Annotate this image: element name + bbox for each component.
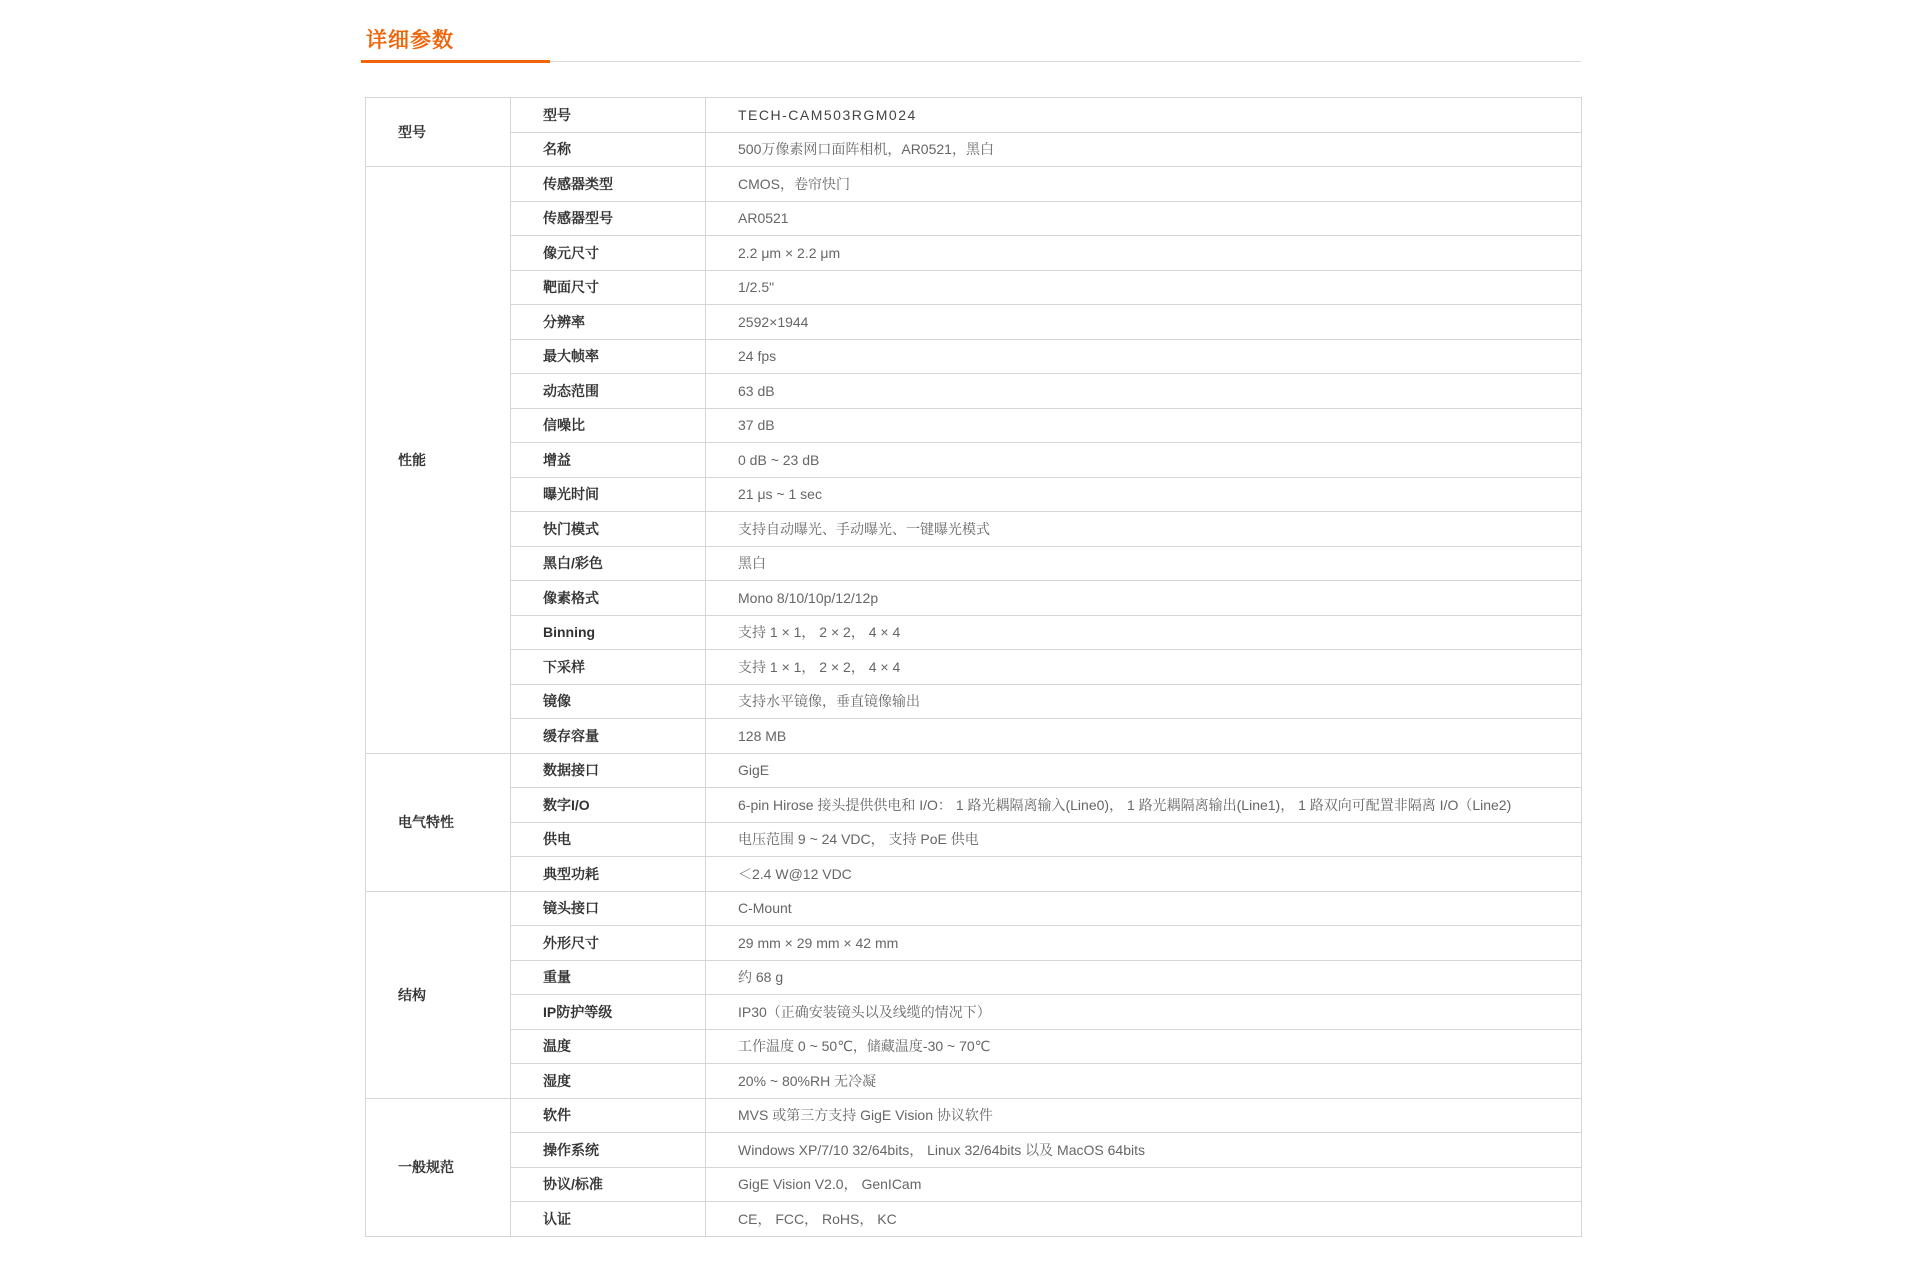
spec-param-label: 像元尺寸 <box>511 236 706 271</box>
spec-param-value: CE， FCC， RoHS， KC <box>706 1202 1582 1237</box>
spec-param-value: 电压范围 9 ~ 24 VDC， 支持 PoE 供电 <box>706 822 1582 857</box>
spec-param-value: TECH-CAM503RGM024 <box>706 98 1582 133</box>
spec-param-value: MVS 或第三方支持 GigE Vision 协议软件 <box>706 1098 1582 1133</box>
spec-param-label: Binning <box>511 615 706 650</box>
title-accent-underline <box>361 60 550 63</box>
spec-param-value: 500万像素网口面阵相机，AR0521，黑白 <box>706 132 1582 167</box>
spec-table <box>365 97 1582 1237</box>
spec-row <box>366 650 1582 685</box>
spec-param-label: 缓存容量 <box>511 719 706 754</box>
spec-param-value: 支持 1 × 1， 2 × 2， 4 × 4 <box>706 650 1582 685</box>
spec-param-value: 37 dB <box>706 408 1582 443</box>
spec-group-label: 结构 <box>366 891 511 1098</box>
spec-group-label: 性能 <box>366 167 511 754</box>
spec-row <box>366 512 1582 547</box>
spec-param-value: 0 dB ~ 23 dB <box>706 443 1582 478</box>
spec-param-value: 21 μs ~ 1 sec <box>706 477 1582 512</box>
spec-param-value: 6-pin Hirose 接头提供供电和 I/O： 1 路光耦隔离输入(Line0)， 1 路光耦隔离输出(Line1)， 1 路双向可配置非隔离 I/O（Line2) <box>706 788 1582 823</box>
spec-param-value: GigE <box>706 753 1582 788</box>
spec-param-value: 约 68 g <box>706 960 1582 995</box>
spec-param-label: 传感器类型 <box>511 167 706 202</box>
spec-group-label: 一般规范 <box>366 1098 511 1236</box>
spec-row <box>366 684 1582 719</box>
spec-param-label: 温度 <box>511 1029 706 1064</box>
spec-row <box>366 1167 1582 1202</box>
spec-row <box>366 581 1582 616</box>
spec-param-label: 增益 <box>511 443 706 478</box>
spec-param-value: CMOS，卷帘快门 <box>706 167 1582 202</box>
spec-row <box>366 167 1582 202</box>
spec-row <box>366 132 1582 167</box>
spec-row <box>366 1064 1582 1099</box>
spec-param-label: 分辨率 <box>511 305 706 340</box>
spec-param-value: AR0521 <box>706 201 1582 236</box>
spec-param-label: 数字I/O <box>511 788 706 823</box>
spec-param-label: 操作系统 <box>511 1133 706 1168</box>
spec-row <box>366 753 1582 788</box>
spec-param-label: 镜像 <box>511 684 706 719</box>
spec-param-label: 名称 <box>511 132 706 167</box>
spec-row <box>366 891 1582 926</box>
spec-param-label: 靶面尺寸 <box>511 270 706 305</box>
section-header <box>361 24 1581 62</box>
spec-row <box>366 995 1582 1030</box>
spec-param-value: 2592×1944 <box>706 305 1582 340</box>
spec-param-label: 黑白/彩色 <box>511 546 706 581</box>
spec-param-label: 动态范围 <box>511 374 706 409</box>
spec-param-label: 快门模式 <box>511 512 706 547</box>
spec-row <box>366 443 1582 478</box>
spec-param-value: GigE Vision V2.0， GenICam <box>706 1167 1582 1202</box>
spec-param-value: 支持 1 × 1， 2 × 2， 4 × 4 <box>706 615 1582 650</box>
spec-param-label: 协议/标准 <box>511 1167 706 1202</box>
spec-param-label: 镜头接口 <box>511 891 706 926</box>
spec-param-value: 工作温度 0 ~ 50℃，储藏温度-30 ~ 70℃ <box>706 1029 1582 1064</box>
spec-param-value: Mono 8/10/10p/12/12p <box>706 581 1582 616</box>
spec-row <box>366 1202 1582 1237</box>
spec-row <box>366 201 1582 236</box>
spec-row <box>366 1029 1582 1064</box>
spec-row <box>366 270 1582 305</box>
spec-param-label: 供电 <box>511 822 706 857</box>
spec-row <box>366 236 1582 271</box>
spec-param-value: 128 MB <box>706 719 1582 754</box>
spec-param-label: 最大帧率 <box>511 339 706 374</box>
spec-param-value: 63 dB <box>706 374 1582 409</box>
spec-param-value: 24 fps <box>706 339 1582 374</box>
spec-row <box>366 1133 1582 1168</box>
spec-param-value: 1/2.5" <box>706 270 1582 305</box>
spec-row <box>366 615 1582 650</box>
spec-param-value: 29 mm × 29 mm × 42 mm <box>706 926 1582 961</box>
spec-param-value: Windows XP/7/10 32/64bits， Linux 32/64bits 以及 MacOS 64bits <box>706 1133 1582 1168</box>
spec-param-label: 下采样 <box>511 650 706 685</box>
spec-param-value: 20% ~ 80%RH 无冷凝 <box>706 1064 1582 1099</box>
spec-param-value: 黑白 <box>706 546 1582 581</box>
spec-param-value: 支持水平镜像，垂直镜像输出 <box>706 684 1582 719</box>
spec-table-body <box>366 98 1582 1237</box>
spec-row <box>366 477 1582 512</box>
spec-row <box>366 374 1582 409</box>
spec-row <box>366 719 1582 754</box>
spec-param-value: 2.2 μm × 2.2 μm <box>706 236 1582 271</box>
spec-row <box>366 960 1582 995</box>
spec-row <box>366 857 1582 892</box>
spec-row <box>366 926 1582 961</box>
spec-param-label: 认证 <box>511 1202 706 1237</box>
spec-row <box>366 408 1582 443</box>
spec-param-label: 典型功耗 <box>511 857 706 892</box>
spec-param-value: IP30（正确安装镜头以及线缆的情况下） <box>706 995 1582 1030</box>
spec-row <box>366 822 1582 857</box>
spec-group-label: 型号 <box>366 98 511 167</box>
spec-param-label: 曝光时间 <box>511 477 706 512</box>
spec-param-value: C-Mount <box>706 891 1582 926</box>
spec-param-label: 传感器型号 <box>511 201 706 236</box>
spec-param-label: 像素格式 <box>511 581 706 616</box>
spec-param-label: 数据接口 <box>511 753 706 788</box>
spec-param-label: 信噪比 <box>511 408 706 443</box>
spec-row <box>366 339 1582 374</box>
spec-row <box>366 305 1582 340</box>
spec-param-label: 型号 <box>511 98 706 133</box>
spec-row <box>366 546 1582 581</box>
spec-param-label: 软件 <box>511 1098 706 1133</box>
spec-param-label: 湿度 <box>511 1064 706 1099</box>
spec-row <box>366 1098 1582 1133</box>
spec-param-value: 支持自动曝光、手动曝光、一键曝光模式 <box>706 512 1582 547</box>
section-title: 详细参数 <box>366 29 454 52</box>
spec-param-label: IP防护等级 <box>511 995 706 1030</box>
spec-group-label: 电气特性 <box>366 753 511 891</box>
spec-param-label: 重量 <box>511 960 706 995</box>
spec-param-value: ＜2.4 W@12 VDC <box>706 857 1582 892</box>
spec-row <box>366 98 1582 133</box>
spec-row <box>366 788 1582 823</box>
spec-param-label: 外形尺寸 <box>511 926 706 961</box>
